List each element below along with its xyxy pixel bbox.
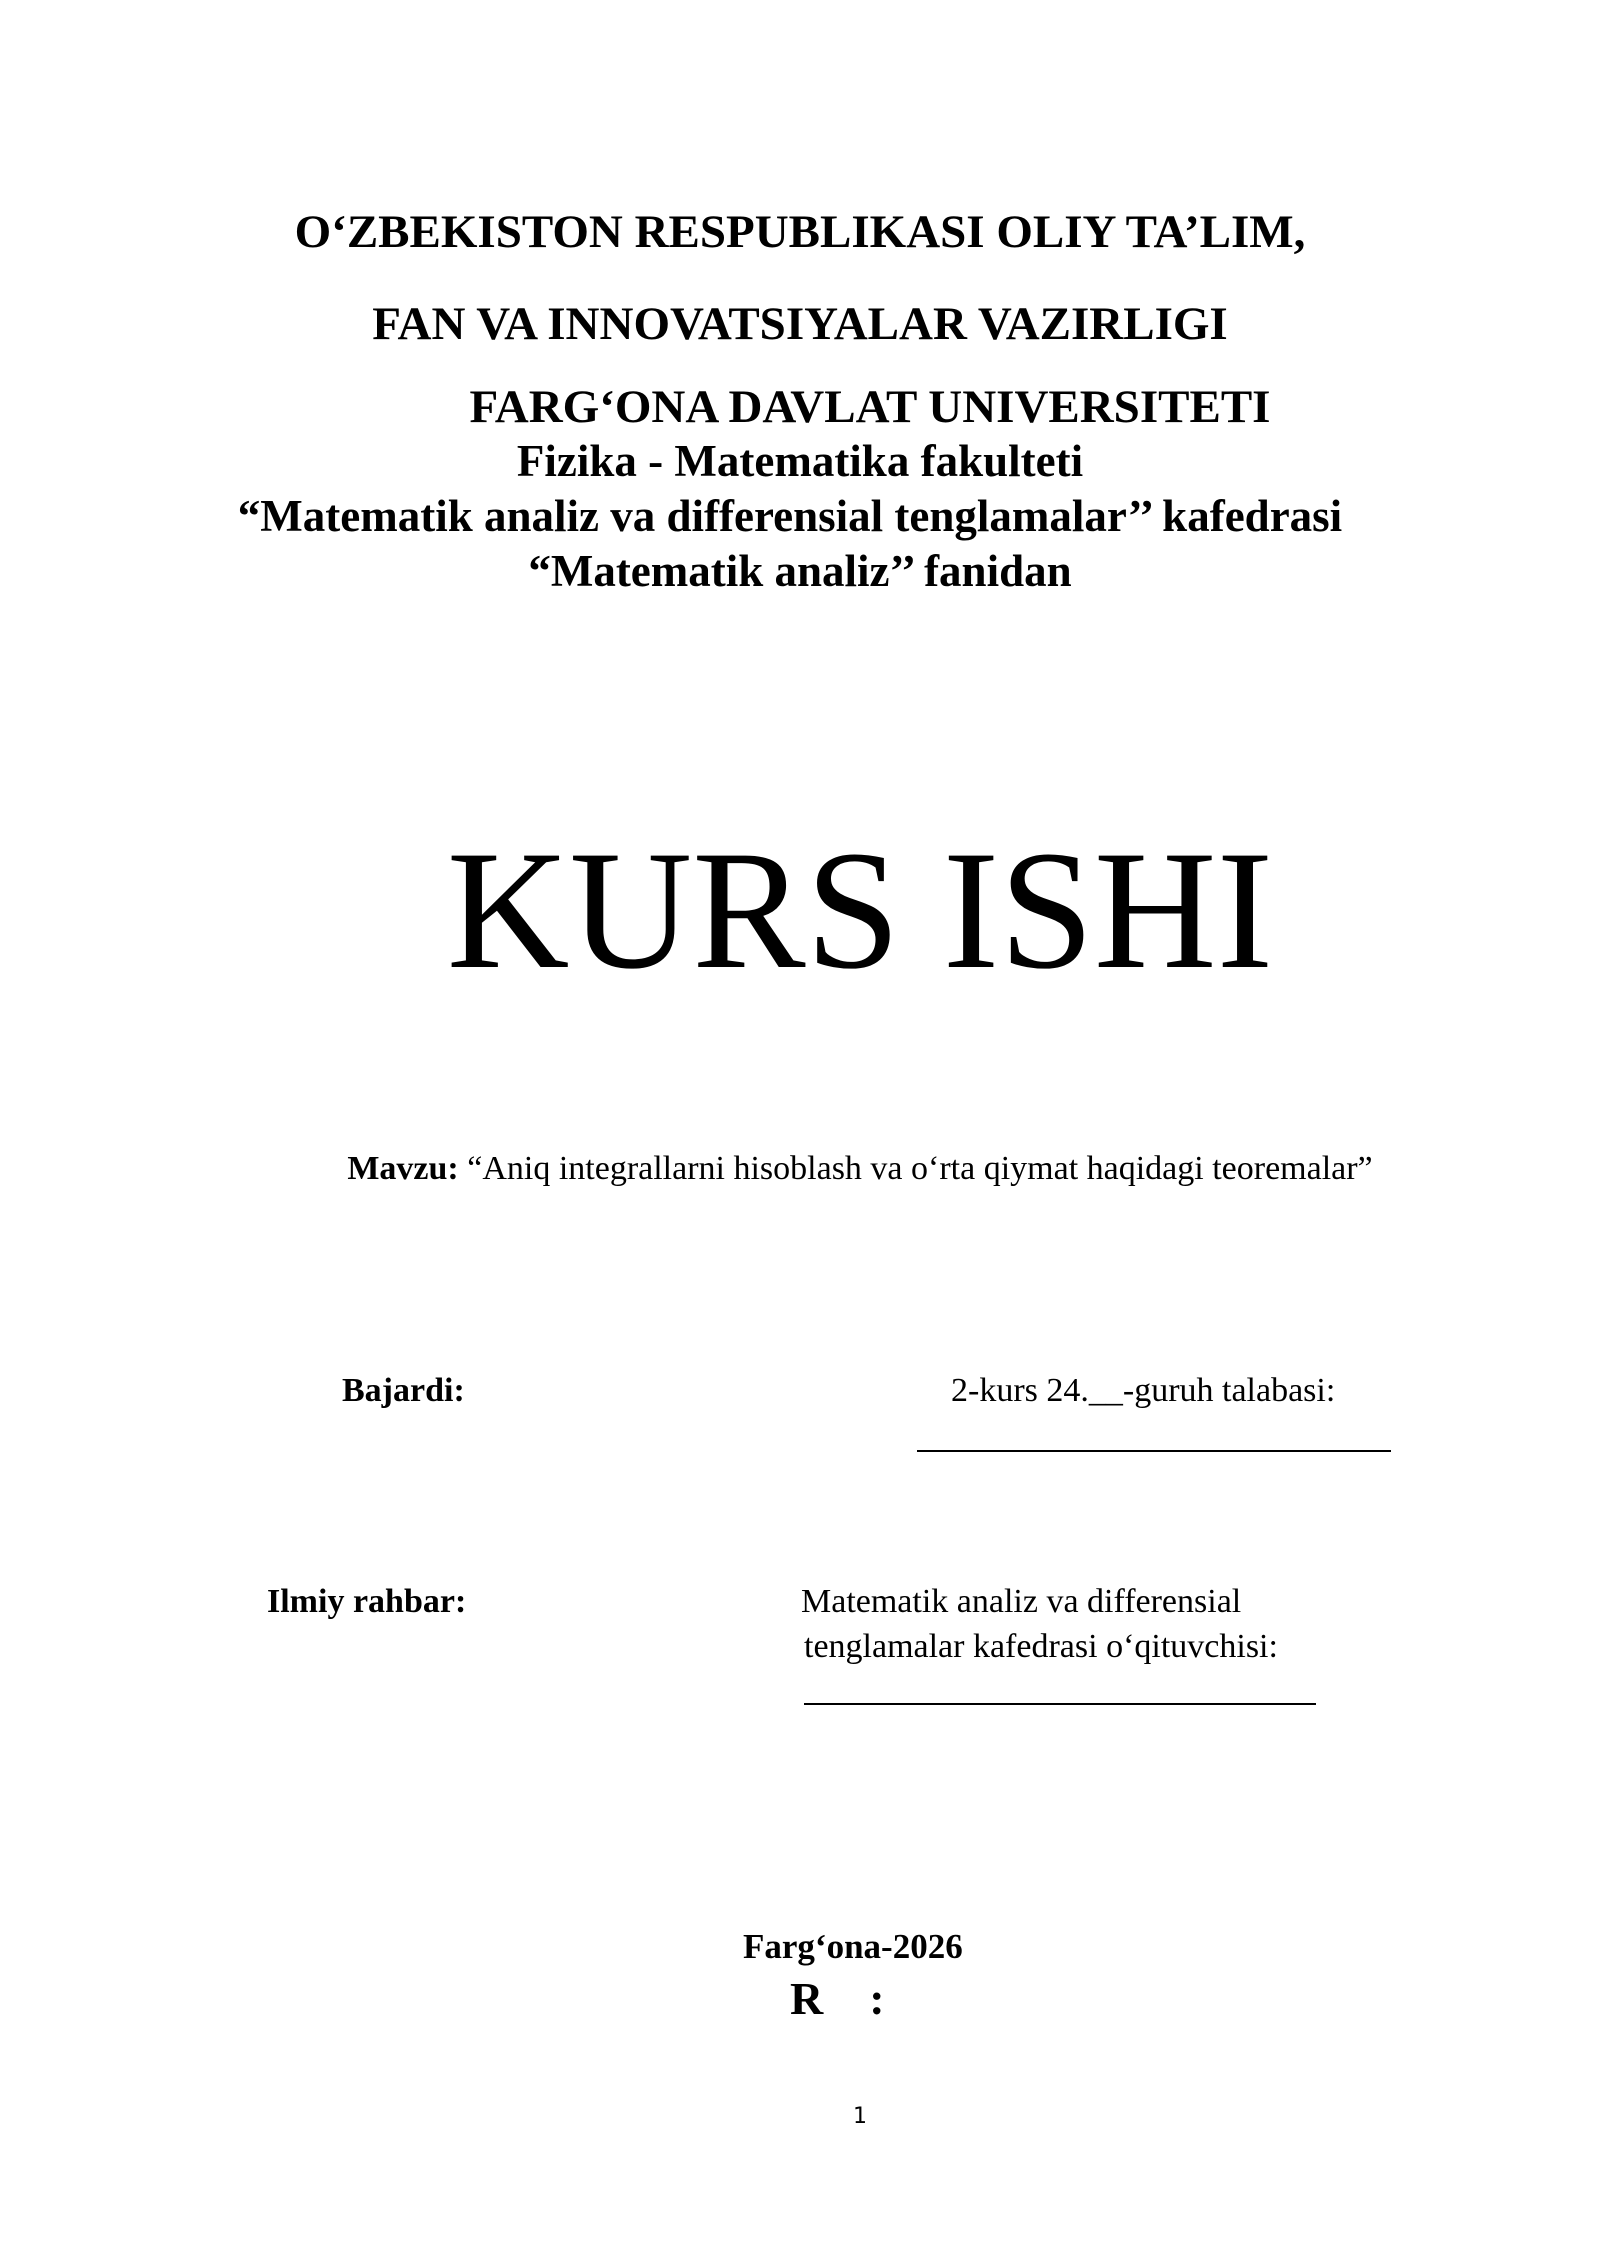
supervisor-value-line-2: tenglamalar kafedrasi o‘qituvchisi: <box>804 1628 1278 1665</box>
ministry-line-1: O‘ZBEKISTON RESPUBLIKASI OLIY TA’LIM, <box>294 206 1306 258</box>
performer-value: 2-kurs 24.__-guruh talabasi: <box>951 1372 1336 1409</box>
university-name: FARG‘ONA DAVLAT UNIVERSITETI <box>469 381 1271 433</box>
page-number: 1 <box>853 2104 867 2129</box>
place-year: Farg‘ona-2026 <box>743 1927 963 1966</box>
topic-label: Mavzu: <box>347 1150 459 1187</box>
supervisor-signature-line <box>804 1703 1316 1705</box>
subject-name: “Matematik analiz’’ fanidan <box>528 546 1072 596</box>
supervisor-label: Ilmiy rahbar: <box>267 1583 467 1620</box>
supervisor-value-line-1: Matematik analiz va differensial <box>801 1583 1242 1620</box>
document-title: KURS ISHI <box>446 816 1274 1004</box>
ministry-line-2: FAN VA INNOVATSIYALAR VAZIRLIGI <box>372 298 1228 350</box>
performer-signature-line <box>917 1450 1391 1452</box>
cut-off-heading-fragment: R : <box>790 1973 885 2024</box>
topic-text: “Aniq integrallarni hisoblash va o‘rta qiymat haqidagi teoremalar” <box>458 1150 1373 1187</box>
performer-label: Bajardi: <box>342 1372 465 1409</box>
faculty-name: Fizika - Matematika fakulteti <box>516 436 1084 486</box>
topic-line <box>0 1150 1600 1188</box>
department-name: “Matematik analiz va differensial tenglamalar’’ kafedrasi <box>237 491 1343 541</box>
